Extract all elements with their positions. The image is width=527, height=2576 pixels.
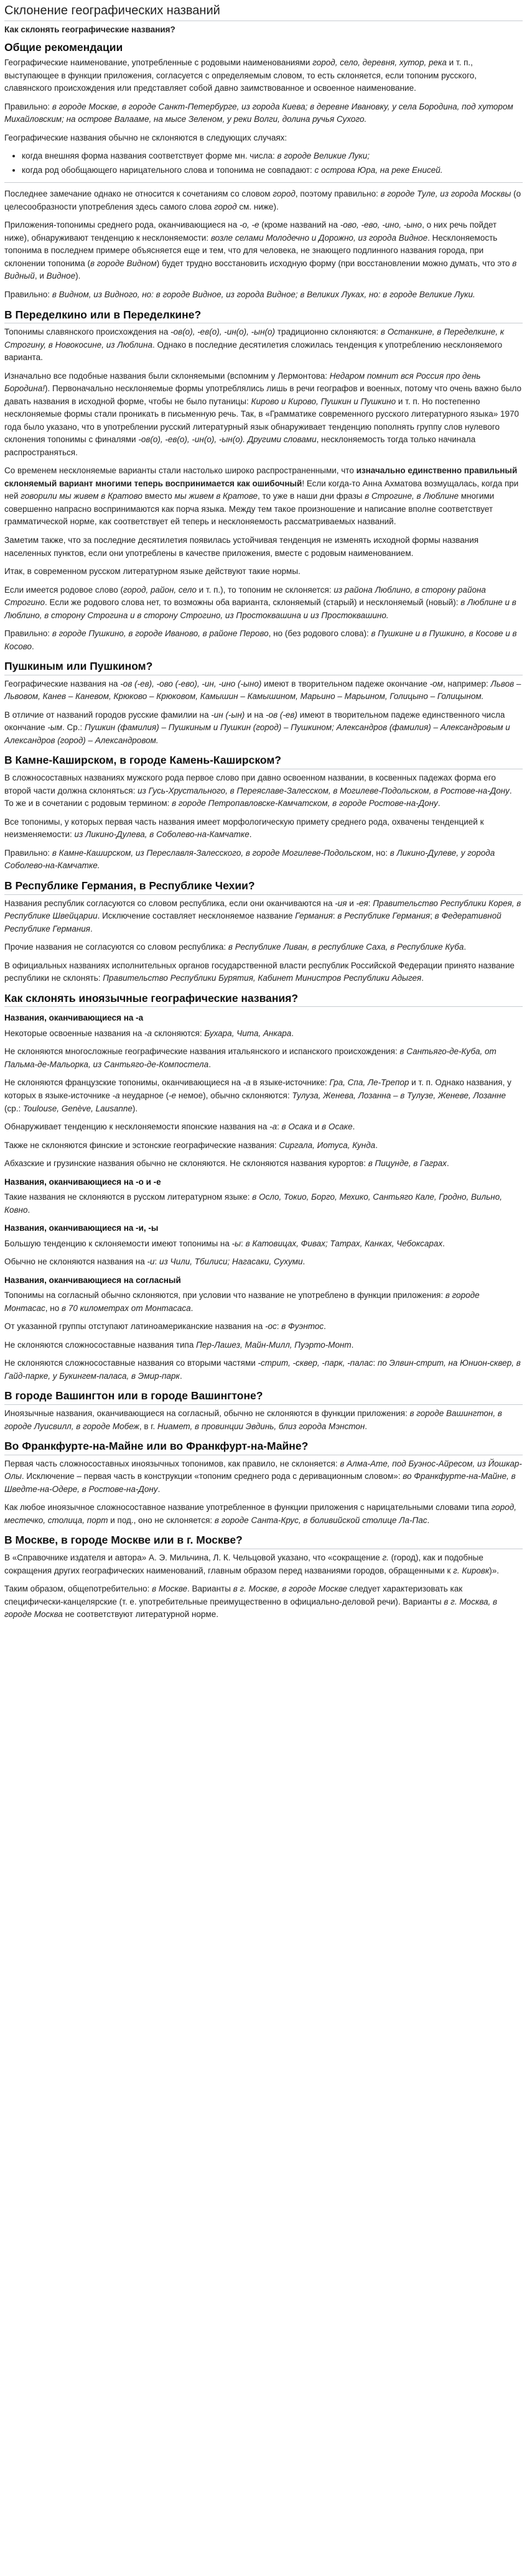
text-run: : (154, 1257, 160, 1267)
subsection-heading: Названия, оканчивающиеся на -о и -е (4, 1177, 161, 1187)
text-run: В отличие от названий городов русские фамилии на (4, 710, 212, 720)
italic-text: из Ликино-Дулева, в Соболево-на-Камчатке (74, 830, 250, 840)
italic-text: в городе Москве, в городе Санкт-Петербурге, из города Киева; в деревне Ивановку, у села Бородина, под хутором Михайловским; на острове Валааме, на мысе Зеленом, у реки Волги, долина ручья Сухого. (4, 101, 513, 124)
text-run: . (427, 1515, 430, 1525)
paragraph (4, 709, 523, 748)
paragraph (4, 289, 523, 302)
italic-text: -а (144, 1028, 152, 1038)
text-run: Не склоняются многосложные географические названия итальянского и испанского происхождения: (4, 1047, 400, 1057)
italic-text: в городе Монтасас (4, 1290, 480, 1313)
italic-text: в Республике Ливан, в республике Саха, в Республике Куба (228, 942, 464, 952)
text-run: Такие названия не склоняются в русском литературном языке: (4, 1192, 253, 1202)
text-run: . (190, 1303, 194, 1313)
text-run: и т. п.), то топоним не склоняется: (196, 585, 334, 595)
italic-text: -ос (264, 1322, 277, 1332)
italic-text: в Люблине и в Люблино, в сторону Строгина и в сторону Строгино, из Простоквашина и из Простоквашино. (4, 598, 516, 620)
italic-text: из Чили, Тбилиси; Нагасаки, Сухуми (159, 1257, 303, 1267)
text-run: . Однако в последние десятилетия сложилась тенденция к употреблению несклоняемого варианта. (4, 340, 503, 363)
italic-text: -ин (-ын) (211, 710, 245, 720)
text-run: (ср.: (4, 1103, 24, 1113)
text-run: В «Справочнике издателя и автора» А. Э. Мильчина, Л. К. Чельцовой указано, что «сокращение (4, 1553, 383, 1563)
article-body (4, 40, 523, 1621)
italic-text: в Видном, из Видного, но: в городе Видное, из города Видное; в Великих Луках, но: в городе Великие Луки. (52, 290, 475, 299)
italic-text: в городе Вашингтон, в городе Луисвилл, в городе Мобеж (4, 1409, 502, 1431)
paragraph (4, 847, 523, 873)
section-heading: Пушкиным или Пушкином? (4, 659, 523, 675)
italic-text: в Осаке (322, 1122, 353, 1132)
italic-text: -ов (-ев), -ово (-ево), -ин, -ино (-ыно) (120, 679, 262, 688)
text-run: Правильно: (4, 848, 52, 858)
text-run: . (464, 942, 467, 952)
italic-text: -и (147, 1257, 155, 1267)
italic-text: в Пушкине и в Пушкино, в Косове и в Косово (4, 629, 517, 651)
italic-text: г. (382, 1553, 389, 1563)
italic-text: в Осака (281, 1122, 313, 1132)
page-subtitle: Как склонять географические названия? (4, 25, 175, 34)
italic-text: из района Люблино, в сторону района Строгино (4, 585, 486, 608)
paragraph (4, 465, 523, 529)
section-heading: В Республике Германия, в Республике Чехии? (4, 879, 523, 895)
text-run: : (276, 1322, 282, 1332)
italic-text: в Камне-Каширском, из Переславля-Залесского, в городе Могилеве-Подольском (52, 848, 371, 858)
text-run: . (90, 924, 93, 934)
italic-text: город (214, 202, 237, 211)
text-run: . (31, 641, 34, 651)
paragraph (4, 584, 523, 623)
text-run: Также не склоняются финские и эстонские географические названия: (4, 1140, 279, 1150)
text-run: Со временем несклоняемые варианты стали настолько широко распространенными, что (4, 466, 357, 476)
text-run: Таким образом, общепотребительно: (4, 1584, 152, 1594)
text-run: когда род обобщающего нарицательного слова и топонима не совпадают: (22, 165, 315, 175)
paragraph (4, 1339, 523, 1352)
text-run: Если имеется родовое слово ( (4, 585, 123, 595)
paragraph (4, 1077, 523, 1115)
page-title: Склонение географических названий (4, 2, 523, 21)
text-run: см. ниже). (236, 202, 279, 211)
text-run: , но (без родового слова): (268, 629, 371, 639)
paragraph (4, 326, 523, 364)
text-run: (о целесообразности употребления здесь самого слова (4, 189, 521, 211)
italic-text: в городе Пушкино, в городе Иваново, в районе Перово (52, 629, 269, 639)
text-run: , несклоняемость тогда только начинала распространяться. (4, 435, 476, 457)
paragraph (4, 678, 523, 703)
italic-text: город, район, село (123, 585, 197, 595)
italic-text: Бухара, Чита, Анкара (204, 1028, 292, 1038)
italic-text: из Гусь-Хрустального, в Переяславе-Залесском, в Могилеве-Подольском, в Ростове-на-Дону (138, 785, 510, 795)
text-run: : (277, 1122, 282, 1132)
text-run: . (365, 1421, 368, 1431)
text-run: . (421, 973, 424, 983)
italic-text: -а (269, 1122, 277, 1132)
text-run: ). (132, 1103, 138, 1113)
text-run: ) будет трудно восстановить исходную форму (при восстановлении можно думать, что это (156, 258, 513, 268)
text-run: (город), как и подобные сокращения других географических наименований, главным образом перед названиями городов, обращенными к (4, 1553, 483, 1575)
paragraph (4, 370, 523, 460)
italic-text: -ов(о), -ев(о), -ин(о), -ын(о). Другими словами (138, 435, 317, 445)
text-run: . (179, 1371, 182, 1381)
text-run: неударное ( (119, 1090, 169, 1100)
text-run: . (249, 830, 252, 840)
text-run: : (241, 1238, 246, 1248)
italic-text: мы живем в Кратове (174, 491, 258, 501)
text-run: и (312, 1122, 322, 1132)
text-run: . (442, 1238, 445, 1248)
text-run: и на (245, 710, 266, 720)
text-run: . (157, 1484, 161, 1494)
italic-text: Тулуза, Женева, Лозанна – в Тулузе, Женеве, Лозанне (292, 1090, 506, 1100)
italic-text: город, село, деревня, хутор, река (312, 58, 447, 68)
bullet-list (4, 150, 523, 177)
paragraph (4, 1121, 523, 1134)
text-run: вместо (142, 491, 175, 501)
italic-text: в Останкине, в Переделкине, к Строгину, в Новокосине, из Люблина (4, 327, 505, 350)
paragraph (4, 816, 523, 841)
text-run: Последнее замечание однако не относится к сочетаниям со словом (4, 189, 273, 199)
text-run: В официальных названиях исполнительных органов государственной власти республик Российской Федерации принято название республики не склонять: (4, 960, 515, 983)
italic-text: Гра, Спа, Ле-Трепор (329, 1078, 409, 1088)
paragraph (4, 897, 523, 936)
paragraph (4, 1238, 523, 1251)
text-run: . (208, 1059, 211, 1069)
text-run: , но: (371, 848, 390, 858)
text-run: Как любое иноязычное сложносоставное название употребленное в функции приложения с нарицательными словами типа (4, 1503, 492, 1513)
italic-text: в Осло, Токио, Борго, Мехико, Сантьяго Кале, Гродно, Вильно, Ковно (4, 1192, 502, 1215)
paragraph (4, 219, 523, 283)
text-run: . Если же родового слова нет, то возможны оба варианта, склоняемый (старый) и несклоняемый (новый): (44, 598, 461, 608)
paragraph (4, 1157, 523, 1170)
italic-text: с острова Юра, на реке Енисей. (314, 165, 443, 175)
bold-text: изначально единственно правильный склоняемый вариант многими теперь воспринимается как ошибочный (4, 466, 518, 488)
paragraph (4, 188, 523, 213)
italic-text: в городе Петропавловске-Камчатском, в городе Ростове-на-Дону (172, 799, 438, 808)
italic-text: Недаром помнит вся Россия про день Бородина! (4, 371, 481, 394)
italic-text: в Алма-Ате, под Буэнос-Айресом, из Йошкар-Олы (4, 1458, 522, 1481)
text-run: ). Первоначально несклоняемые формы употреблялись лишь в речи географов и военных, потому что очень важно было давать названия в исходной форме, чтобы не было путаницы: (4, 384, 522, 406)
text-run: следует характеризовать как специфически-канцелярские (т. е. употребительные преимущественно в официально-деловой речи). Варианты (4, 1584, 463, 1606)
paragraph (4, 1027, 523, 1040)
italic-text: возле селами Молодечно и Дорожно, из города Видное (210, 233, 428, 243)
paragraph (4, 1289, 523, 1315)
italic-text: -ов (-ев) (266, 710, 297, 720)
text-run: Не склоняются сложносоставные названия типа (4, 1340, 197, 1350)
text-run: Прочие названия не согласуются со словом республика: (4, 942, 228, 952)
text-run: (кроме названий на (259, 220, 340, 230)
text-run: От указанной группы отступают латиноамериканские названия на (4, 1322, 265, 1332)
text-run: имеют в творительном падеже единственного числа окончание (4, 710, 505, 733)
italic-text: -о, -е (239, 220, 259, 230)
text-run: . Исключение составляет несклоняемое название (97, 911, 296, 921)
text-run: Правильно: (4, 290, 52, 299)
section-heading: Общие рекомендации (4, 40, 123, 53)
section-heading: В Камне-Каширском, в городе Камень-Каширском? (4, 753, 523, 769)
text-run: . (351, 1340, 354, 1350)
divider (4, 182, 523, 183)
text-run: : (368, 898, 373, 908)
text-run: , например: (442, 679, 491, 688)
text-run: Географические названия обычно не склоняются в следующих случаях: (4, 132, 287, 142)
text-run: Названия республик согласуются со словом республика, если они оканчиваются на (4, 898, 335, 908)
text-run: Изначально все подобные названия были склоняемыми (вспомним у Лермонтова: (4, 371, 330, 381)
text-run: Иноязычные названия, оканчивающиеся на согласный, обычно не склоняются в функции приложения: (4, 1409, 410, 1419)
text-run: многими совершенно напрасно воспринимаются как порча языка. Между тем такое произношение и написание вполне соответствует грамматической норме, как соответствует ей теперь и несклоняемость рассматриваемых названий. (4, 491, 495, 527)
italic-text: в Москве (152, 1584, 188, 1594)
section-heading: Во Франкфурте-на-Майне или во Франкфурт-на-Майне? (4, 1439, 523, 1455)
text-run: и под., оно не склоняется: (108, 1515, 215, 1525)
section-heading: В Переделкино или в Переделкине? (4, 308, 523, 324)
italic-text: говорили мы живем в Кратово (21, 491, 142, 501)
paragraph (4, 1320, 523, 1333)
italic-text: Пер-Лашез, Майн-Милл, Пуэрто-Монт (196, 1340, 352, 1350)
italic-text: в городе Великие Луки; (277, 151, 370, 161)
paragraph (4, 534, 523, 560)
text-run: , в г. (139, 1421, 158, 1431)
text-run: . (446, 1159, 449, 1169)
paragraph (4, 960, 523, 985)
text-run: . (375, 1140, 378, 1150)
paragraph (4, 57, 523, 95)
text-run: Правильно: (4, 101, 52, 111)
subsection-heading: Названия, оканчивающиеся на согласный (4, 1275, 181, 1285)
subsection-heading: Названия, оканчивающиеся на -а (4, 1013, 144, 1023)
italic-text: Toulouse, Genève, Lausanne (23, 1103, 133, 1113)
italic-text: -ия (335, 898, 347, 908)
text-run: Все топонимы, у которых первая часть названия имеет морфологическую примету среднего рода, охвачены тенденцией к неизменяемости: (4, 817, 484, 840)
italic-text: Кирово и Кирово, Пушкин и Пушкино (251, 396, 396, 406)
italic-text: Правительство Республики Корея, в Республике Швейцарии (4, 898, 521, 921)
italic-text: в Ликино-Дулеве, у города Соболево-на-Камчатке. (4, 848, 495, 871)
text-run: . Несклоняемость топонима в последнем примере объясняется еще и тем, что для человека, не знающего подлинного названия города, при склонении топонима ( (4, 233, 498, 268)
text-run: Заметим также, что за последние десятилетия появилась устойчивая тенденция не изменять исходной формы названия населенных пунктов, если они употреблены в качестве приложения, вместе с родовым наименованием. (4, 535, 479, 558)
text-run: Большую тенденцию к склоняемости имеют топонимы на (4, 1238, 232, 1248)
text-run: , и (34, 271, 47, 281)
text-run: немое), обычно склоняются: (176, 1090, 292, 1100)
text-run: Абхазские и грузинские названия обычно не склоняются. Не склоняются названия курортов: (4, 1159, 368, 1169)
text-run: и т. п. Но постепенно несклоняемые формы стали проникать в письменную речь. Так, в «Грамматике современного русского литературного языка» 1970 года было указано, что в употреблении русский литературный язык обнаруживает тенденцию пополнять группу слов нулевого склонения топонимы с финалями (4, 396, 520, 445)
text-run: Топонимы славянского происхождения на (4, 327, 171, 337)
italic-text: г. Кировк (453, 1565, 490, 1575)
italic-text: по Элвин-стрит, на Юнион-сквер, в Гайд-парке, у Букингем-паласа, в Эмир-парк (4, 1358, 521, 1381)
text-run: ). (75, 271, 81, 281)
section-heading: В Москве, в городе Москве или в г. Москве? (4, 1533, 523, 1549)
text-run: . То же и в сочетании с родовым термином: (4, 785, 512, 808)
paragraph (4, 1501, 523, 1527)
italic-text: Ниамет, в провинции Эвдинь, близ города Мэнстон (157, 1421, 365, 1431)
text-run: и т. п. Однако названия, у которых в языке-источнике (4, 1078, 511, 1100)
text-run: склоняются: (152, 1028, 205, 1038)
text-run: . (324, 1322, 326, 1332)
list-item (22, 164, 523, 177)
text-run: Географические наименование, употребленные с родовыми наименованиями (4, 58, 313, 68)
text-run: . (302, 1257, 305, 1267)
list-item (22, 150, 523, 163)
italic-text: в Пицунде, в Гаграх (368, 1159, 447, 1169)
text-run: Топонимы на согласный обычно склоняются, при условии что название не употреблено в функции приложения: (4, 1290, 445, 1300)
text-run: . (437, 799, 441, 808)
italic-text: в 70 километрах от Монтасаса (62, 1303, 191, 1313)
subsection-heading: Названия, оканчивающиеся на -и, -ы (4, 1223, 159, 1233)
italic-text: -ы (231, 1238, 241, 1248)
text-run: когда внешняя форма названия соответствует форме мн. числа: (22, 151, 277, 161)
section-heading: Как склонять иноязычные географические названия? (4, 991, 523, 1008)
text-run: имеют в творительном падеже окончание (261, 679, 430, 688)
text-run: . Варианты (187, 1584, 233, 1594)
italic-text: город (273, 189, 296, 199)
italic-text: Пушкин (фамилия) – Пушкиным и Пушкин (город) – Пушкином; Александров (фамилия) – Александровым и Александров (город) – Александровом. (4, 723, 510, 745)
italic-text: Львов – Львовом, Канев – Каневом, Крюково – Крюковом, Камышин – Камышином, Марьино – Марьином, Голицыно – Голицыном. (4, 679, 521, 702)
paragraph (4, 1256, 523, 1269)
text-run: , но (45, 1303, 62, 1313)
italic-text: город, местечко, столица, порт (4, 1503, 517, 1525)
italic-text: Видное (46, 271, 76, 281)
paragraph (4, 101, 523, 126)
text-run: Не склоняются сложносоставные названия со вторыми частями (4, 1358, 258, 1368)
italic-text: -е (169, 1090, 177, 1100)
text-run: Обычно не склоняются названия на (4, 1257, 147, 1267)
italic-text: в городе Туле, из города Москвы (380, 189, 511, 199)
text-run: в языке-источнике: (250, 1078, 330, 1088)
paragraph (4, 1458, 523, 1496)
italic-text: -ов(о), -ев(о), -ин(о), -ын(о) (170, 327, 276, 337)
text-run: : (332, 911, 338, 921)
italic-text: в Фуэнтос (281, 1322, 324, 1332)
italic-text: в г. Москва, в городе Москва (4, 1596, 497, 1619)
text-run: Приложения-топонимы среднего рода, оканчивающиеся на (4, 220, 240, 230)
text-run: Правильно: (4, 629, 52, 639)
paragraph (4, 1191, 523, 1216)
italic-text: -ым (47, 723, 63, 733)
italic-text: в Катовицах, Фивах; Татрах, Канках, Чебоксарах (245, 1238, 443, 1248)
text-run: . (352, 1122, 355, 1132)
text-run: традиционно склоняются: (275, 327, 381, 337)
paragraph (4, 772, 523, 810)
italic-text: в Федеративной Республике Германия (4, 911, 501, 934)
italic-text: -стрит, -сквер, -парк, -палас (258, 1358, 373, 1368)
paragraph (4, 1139, 523, 1152)
italic-text: в г. Москве, в городе Москве (233, 1584, 347, 1594)
text-run: и т. п., выступающее в функции приложения, согласуется с определяемым словом, то есть склоняется, если топоним русского, славянского происхождения или представляет собой давно заимствованное и освоенное наименование. (4, 58, 477, 93)
text-run: Не склоняются французские топонимы, оканчивающиеся на (4, 1078, 243, 1088)
italic-text: Правительство Республики Бурятия, Кабинет Министров Республики Адыгея (103, 973, 422, 983)
italic-text: -а (112, 1090, 120, 1100)
text-run: , поэтому правильно: (295, 189, 381, 199)
italic-text: в Республике Германия (337, 911, 431, 921)
italic-text: в Строгине, в Люблине (365, 491, 459, 501)
text-run: В сложносоставных названиях мужского рода первое слово при давно освоенном названии, в косвенных падежах форма его второй части должна склоняться: (4, 773, 496, 795)
paragraph (4, 1407, 523, 1433)
text-run: . (27, 1205, 30, 1215)
text-run: и (347, 898, 357, 908)
italic-text: -ея (356, 898, 368, 908)
text-run: Первая часть сложносоставных иноязычных топонимов, как правило, не склоняется: (4, 1458, 340, 1468)
text-run: . Ср.: (62, 723, 85, 733)
italic-text: в Видный (4, 258, 517, 281)
paragraph (4, 1583, 523, 1621)
text-run: Итак, в современном русском литературном языке действуют такие нормы. (4, 567, 301, 577)
text-run: не соответствуют литературной норме. (62, 1610, 218, 1619)
italic-text: -ом (429, 679, 443, 688)
italic-text: Германия (295, 911, 333, 921)
text-run: ; (430, 911, 435, 921)
paragraph (4, 565, 523, 578)
text-run: . (291, 1028, 294, 1038)
text-run: . Исключение – первая часть в конструкции «топоним среднего рода с деривационным словом»: (21, 1471, 403, 1481)
italic-text: во Франкфурте-на-Майне, в Шведте-на-Одере, в Ростове-на-Дону (4, 1471, 516, 1494)
text-run: Некоторые освоенные названия на (4, 1028, 145, 1038)
text-run: )». (489, 1565, 500, 1575)
text-run: ! Если когда-то Анна Ахматова возмущалась, когда при ней (4, 478, 519, 501)
paragraph (4, 628, 523, 653)
italic-text: в Сантьяго-де-Куба, от Пальма-де-Мальорка, из Сантьяго-де-Компостела (4, 1047, 497, 1069)
paragraph (4, 1357, 523, 1383)
section-heading: В городе Вашингтон или в городе Вашингтоне? (4, 1389, 523, 1405)
text-run: Географические названия на (4, 679, 121, 688)
text-run: : (373, 1358, 378, 1368)
text-run: Обнаруживает тенденцию к несклоняемости японские названия на (4, 1122, 270, 1132)
paragraph (4, 132, 523, 145)
italic-text: -ово, -ево, -ино, -ыно (340, 220, 422, 230)
paragraph (4, 1552, 523, 1577)
italic-text: в городе Видном (90, 258, 157, 268)
paragraph (4, 1045, 523, 1071)
italic-text: Сиргала, Иотуса, Кунда (279, 1140, 376, 1150)
paragraph (4, 941, 523, 954)
italic-text: -а (243, 1078, 251, 1088)
text-run: , о них речь пойдет ниже), обнаруживают тенденцию к несклоняемости: (4, 220, 497, 243)
italic-text: в городе Санта-Крус, в боливийской столице Ла-Пас (214, 1515, 427, 1525)
text-run: , то уже в наши дни фразы (258, 491, 365, 501)
